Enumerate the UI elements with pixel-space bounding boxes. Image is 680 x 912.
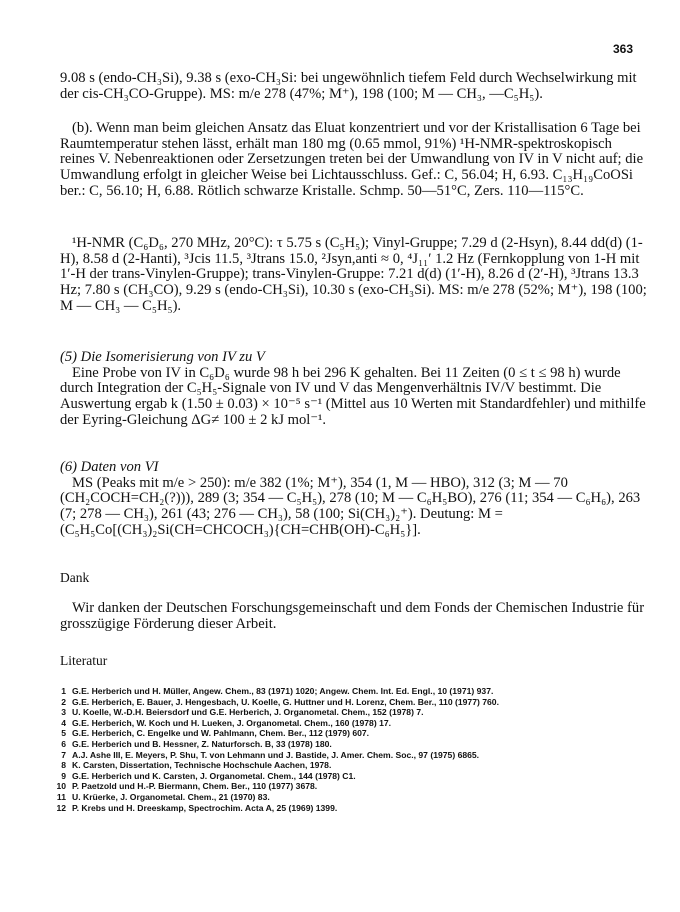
reference-number: 2 [61, 696, 66, 707]
nmr-data-v [60, 236, 650, 315]
paragraph-ms-vi: MS (Peaks mit m/e > 250): m/e 382 (1%; M⁺), 354 (1, M — HBO), 312 (3; M — 70 (CH₂COCH=CH₂(?))), 289 (3; 354 — C₅H₅), 278 (10; M — C₆H₅BO), 276 (11; 354 — C₆H₆), 263 (7; 278 — CH₃), 261 (43; 276 — CH₃), 58 (100; Si(CH₃)₂⁺). Deutung: M = (C₅H₅Co[(CH₃)₂Si(CH=CHCOCH₃){CH=CHB(OH)-C₆H₅}]. [60, 474, 641, 538]
reference-text: G.E. Herberich, C. Engelke und W. Pahlmann, Chem. Ber., 112 (1979) 607. [72, 728, 370, 739]
literature-heading: Literatur [60, 653, 108, 668]
reference-text: U. Krüerke, J. Organometal. Chem., 21 (1970) 83. [72, 791, 270, 802]
reference-number: 3 [61, 707, 66, 718]
procedure-b [60, 121, 650, 200]
literature-heading-block [60, 653, 650, 669]
reference-number: 5 [61, 728, 66, 739]
reference-item [52, 750, 652, 761]
paragraph-nmr-end: 9.08 s (endo-CH₃Si), 9.38 s (exo-CH₃Si: bei ungewöhnlich tiefem Feld durch Wechselwirkung mit der cis-CH₃CO-Gruppe). MS: m/e 278 (47%; M⁺), 198 (100; M — CH₃, —C₅H₅). [60, 70, 637, 102]
reference-item [52, 792, 652, 803]
reference-list [52, 686, 652, 813]
reference-number: 6 [61, 738, 66, 749]
paragraph-isomerisation: Eine Probe von IV in C₆D₆ wurde 98 h bei 296 K gehalten. Bei 11 Zeiten (0 ≤ t ≤ 98 h) wurde durch Integration der C₅H₅-Signale von IV und V das Mengenverhältnis IV/V bestimmt. Die Auswertung ergab k (1.50 ± 0.03) × 10⁻⁵ s⁻¹ (Mittel aus 10 Werten mit Standardfehler) und mithilfe der Eyring-Gleichung ΔG≠ 100 ± 2 kJ mol⁻¹. [60, 364, 646, 428]
section-heading-isomerisation: (5) Die Isomerisierung von IV zu V [60, 349, 265, 365]
reference-text: G.E. Herberich und K. Carsten, J. Organometal. Chem., 144 (1978) C1. [72, 770, 356, 781]
reference-text: U. Koelle, W.-D.H. Beiersdorf und G.E. Herberich, J. Organometal. Chem., 152 (1978) 7. [72, 707, 424, 718]
reference-text: G.E. Herberich, E. Bauer, J. Hengesbach, U. Koelle, G. Huttner und H. Lorenz, Chem. Ber., 110 (1977) 760. [72, 696, 499, 707]
reference-item [52, 728, 652, 739]
reference-text: G.E. Herberich und H. Müller, Angew. Chem., 83 (1971) 1020; Angew. Chem. Int. Ed. Engl., 10 (1971) 937. [72, 686, 494, 696]
paragraph-nmr-v: ¹H-NMR (C₆D₆, 270 MHz, 20°C): τ 5.75 s (C₅H₅); Vinyl-Gruppe; 7.29 d (2-Hsyn), 8.44 dd(d) (1-H), 8.58 d (2-Hanti), ³Jcis 11.5, ³Jtrans 15.0, ²Jsyn,anti ≈ 0, ⁴J₁₁′ 1.2 Hz (Fernkopplung von 1-H mit 1′-H der trans-Vinylen-Gruppe); trans-Vinylen-Gruppe: 7.21 d(d) (1′-H), 8.26 d (2′-H), ³Jtrans 13.3 Hz; 7.80 s (CH₃CO), 9.29 s (endo-CH₃Si), 10.30 s (exo-CH₃Si). MS: m/e 278 (52%; M⁺), 198 (100; M — CH₃ — C₅H₅). [60, 235, 647, 314]
reference-item [52, 739, 652, 750]
reference-number: 11 [56, 791, 66, 802]
page-number: 363 [612, 42, 633, 56]
reference-item [52, 697, 652, 708]
acknowledgement [60, 601, 650, 632]
reference-number: 4 [61, 717, 66, 728]
reference-text: P. Paetzold und H.-P. Biermann, Chem. Ber., 110 (1977) 3678. [72, 781, 318, 792]
reference-text: G.E. Herberich, W. Koch und H. Lueken, J. Organometal. Chem., 160 (1978) 17. [72, 717, 392, 728]
reference-text: A.J. Ashe III, E. Meyers, P. Shu, T. von Lehmann und J. Bastide, J. Amer. Chem. Soc., 97 (1975) 6865. [72, 749, 480, 760]
reference-text: P. Krebs und H. Dreeskamp, Spectrochim. Acta A, 25 (1969) 1399. [72, 802, 338, 813]
acknowledgement-heading: Dank [60, 570, 90, 585]
reference-text: K. Carsten, Dissertation, Technische Hochschule Aachen, 1978. [72, 760, 332, 771]
section-5 [60, 350, 650, 429]
reference-item [52, 781, 652, 792]
reference-item [52, 771, 652, 782]
acknowledgement-text: Wir danken der Deutschen Forschungsgemeinschaft und dem Fonds der Chemischen Industrie für grosszügige Förderung dieser Arbeit. [60, 600, 645, 632]
section-6 [60, 460, 650, 539]
reference-item [52, 803, 652, 814]
reference-item [52, 686, 652, 697]
acknowledgement-heading-block [60, 570, 650, 586]
section-heading-data-vi: (6) Daten von VI [60, 459, 159, 475]
reference-number: 7 [61, 749, 66, 760]
reference-item [52, 707, 652, 718]
reference-item [52, 718, 652, 729]
reference-number: 10 [56, 781, 66, 792]
paragraph-procedure-b: (b). Wenn man beim gleichen Ansatz das Eluat konzentriert und vor der Kristallisation 6 Tage bei Raumtemperatur stehen lässt, erhält man 180 mg (0.65 mmol, 91%) ¹H-NMR-spektroskopisch reines V. Nebenreaktionen oder Zersetzungen treten bei der Umwandlung von IV in V nicht auf; die Umwandlung erfolgt in gleicher Weise bei Lichtausschluss. Gef.: C, 56.04; H, 6.93. C₁₃H₁₉CoOSi ber.: C, 56.10; H, 6.88. Rötlich schwarze Kristalle. Schmp. 50—51°C, Zers. 110—115°C. [60, 120, 644, 199]
reference-number: 1 [61, 686, 66, 696]
reference-text: G.E. Herberich und B. Hessner, Z. Naturforsch. B, 33 (1978) 180. [72, 738, 332, 749]
nmr-data-continuation [60, 71, 650, 102]
reference-number: 12 [56, 802, 66, 813]
reference-number: 8 [61, 760, 66, 771]
reference-item [52, 760, 652, 771]
reference-number: 9 [61, 770, 66, 781]
